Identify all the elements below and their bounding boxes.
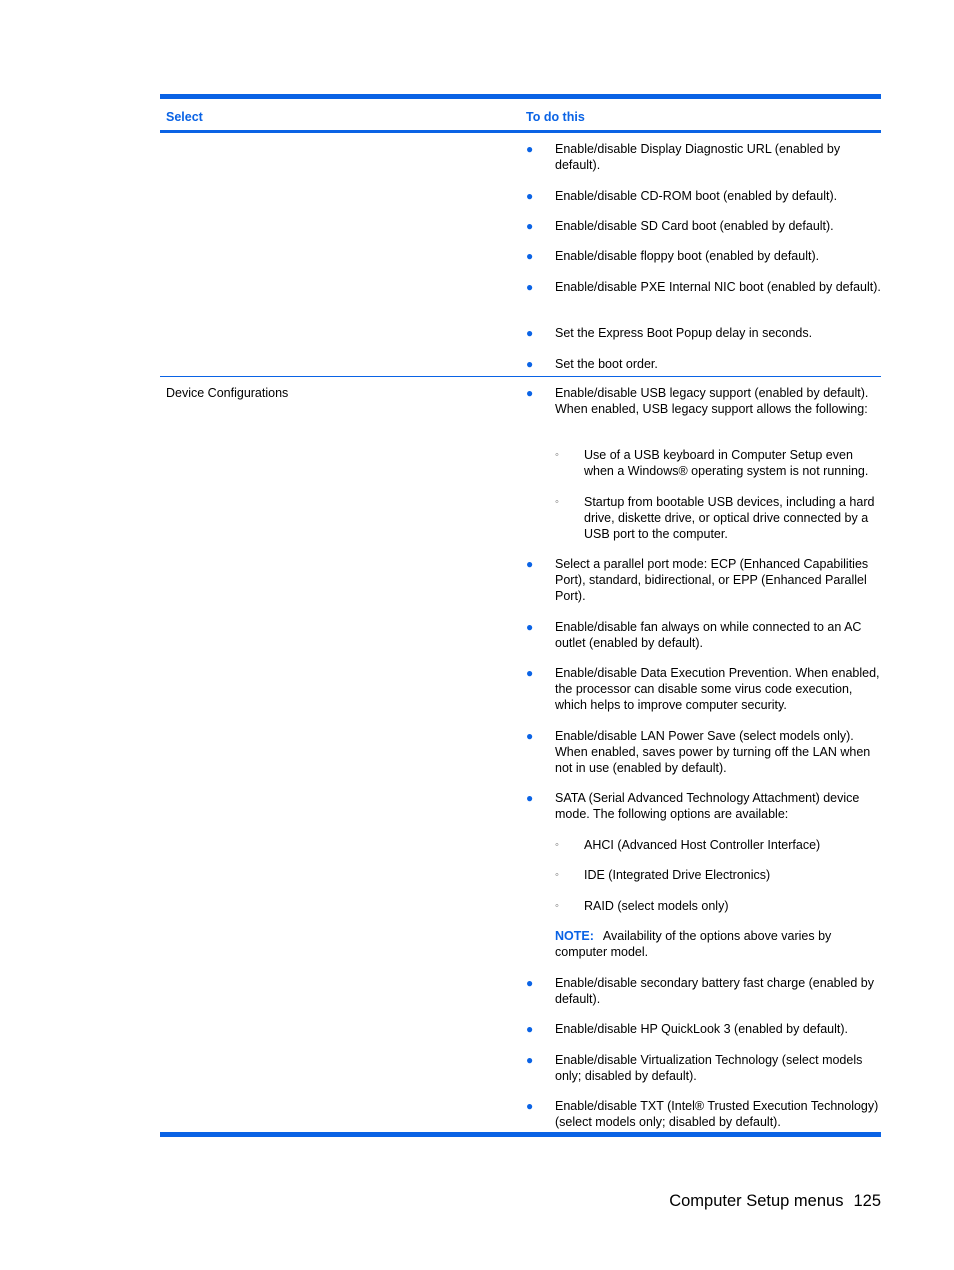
table-row: ● Enable/disable Display Diagnostic URL (enabled by default). ● Enable/disable CD-ROM boot (enabled by default). ● Enable/disable SD Card boot (enabled by default). ● Enable/disable floppy boot (enabled by default). ● Enable/disable PXE Internal NIC boot (enabled by default). ● Set the Express Boot Popup delay in seconds. ● Set the boot order.: [160, 133, 881, 377]
header-to-do-this: To do this: [526, 110, 585, 124]
bullet-icon: ●: [526, 219, 534, 233]
bullet-icon: ●: [526, 1099, 534, 1113]
bullet-icon: ●: [526, 729, 534, 743]
footer-section-title: Computer Setup menus: [669, 1192, 844, 1210]
page-number: 125: [853, 1192, 881, 1210]
bullet-icon: ●: [526, 1022, 534, 1036]
note: [555, 928, 881, 960]
sub-bullet-icon: ◦: [555, 839, 559, 851]
note-text: Availability of the options above varies by computer model.: [555, 929, 832, 959]
table-header: [160, 99, 881, 133]
settings-table: [160, 94, 881, 1137]
bullet-icon: ●: [526, 620, 534, 634]
sub-bullet-icon: ◦: [555, 449, 559, 461]
bullet-icon: ●: [526, 357, 534, 371]
header-select: Select: [166, 110, 203, 124]
sub-bullet-icon: ◦: [555, 900, 559, 912]
table-bottom-rule: [160, 1132, 881, 1137]
bullet-icon: ●: [526, 1053, 534, 1067]
bullet-icon: ●: [526, 791, 534, 805]
page-footer: [669, 1192, 881, 1211]
select-cell: Device Configurations: [166, 386, 289, 400]
table-row: Device Configurations ● Enable/disable USB legacy support (enabled by default). When enabled, USB legacy support allows the following: ◦ Use of a USB keyboard in Computer Setup even when a Windows® operating system is not running. ◦ Startup from bootable USB devices, including a hard drive, diskette drive, or optical drive connected by a USB port to the computer. ● Select a parallel port mode: ECP (Enhanced Capabilities Port), standard, bidirectional, or EPP (Enhanced Parallel Port). ● Enable/disable fan always on while connected to an AC outlet (enabled by default). ● Enable/disable Data Execution Prevention. When enabled, the processor can disable some virus code execution, which helps to improve computer security. ● Enable/disable LAN Power Save (select models only). When enabled, saves power by turning off the LAN when not in use (enabled by default). ● SATA (Serial Advanced Technology Attachment) device mode. The following options are available: ◦ AHCI (Advanced Host Controller Interface) ◦ IDE (Integrated Drive Electronics) ◦ RAID (select models only) NOTE: Availability of the options above varies by computer model. ● Enable/disable secondary battery fast charge (enabled by default). ● Enable/disable HP QuickLook 3 (enabled by default). ● Enable/disable Virtualization Technology (select models only; disabled by default). ● Enable/disable TXT (Intel® Trusted Execution Technology) (select models only; disabled by default).: [166, 386, 880, 1129]
bullet-icon: ●: [526, 386, 534, 400]
bullet-icon: ●: [526, 666, 534, 680]
bullet-icon: ●: [526, 249, 534, 263]
bullet-icon: ●: [526, 280, 534, 294]
note-label: NOTE:: [555, 929, 594, 943]
bullet-icon: ●: [526, 326, 534, 340]
bullet-icon: ●: [526, 557, 534, 571]
sub-bullet-icon: ◦: [555, 869, 559, 881]
bullet-icon: ●: [526, 189, 534, 203]
bullet-icon: ●: [526, 142, 534, 156]
bullet-icon: ●: [526, 976, 534, 990]
sub-bullet-icon: ◦: [555, 496, 559, 508]
